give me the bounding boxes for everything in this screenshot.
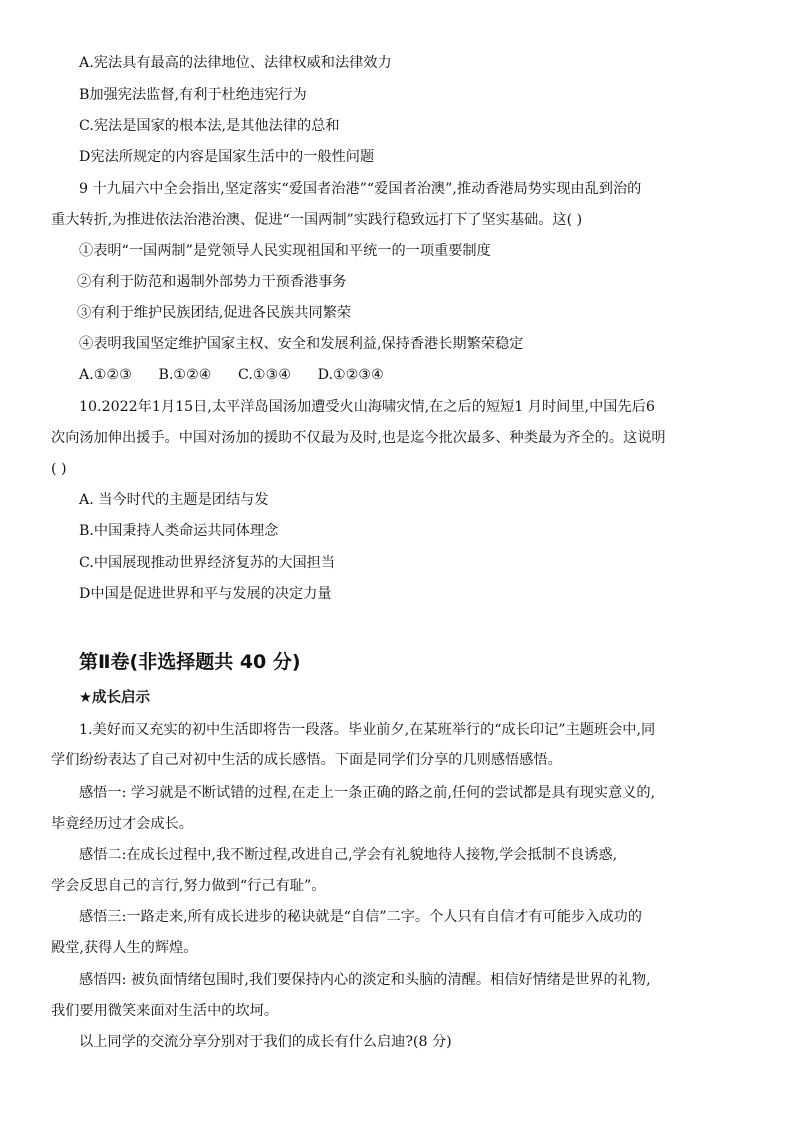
insight-4-line1: 感悟四: 被负面情绪包围时,我们要保持内心的淡定和头脑的清醒。相信好情绪是世界的礼物, bbox=[79, 972, 651, 988]
intro-line1: 1.美好而又充实的初中生活即将告一段落。毕业前夕,在某班举行的“成长印记”主题班会中,同 bbox=[79, 722, 656, 738]
q8-option-b: B加强宪法监督,有利于杜绝违宪行为 bbox=[79, 87, 307, 103]
q9-stem-line1: 9 十九届六中全会指出,坚定落实“爱国者治港”“爱国者治澳”,推动香港局势实现由乱到治的 bbox=[79, 181, 642, 197]
q8-option-d: D宪法所规定的内容是国家生活中的一般性问题 bbox=[79, 149, 375, 165]
insight-2-line1: 感悟二:在成长过程中,我不断过程,改进自己,学会有礼貌地待人接物,学会抵制不良诱惑, bbox=[79, 847, 618, 863]
q8-option-c: C.宪法是国家的根本法,是其他法律的总和 bbox=[79, 118, 340, 134]
part2-title: 第Ⅱ卷(非选择题共 40 分) bbox=[79, 651, 301, 673]
q9-option-b: B.①②④ bbox=[158, 367, 212, 383]
insight-2-line2: 学会反思自己的言行,努力做到“行己有耻”。 bbox=[51, 878, 326, 894]
q10-stem-line1: 10.2022年1月15日,太平洋岛国汤加遭受火山海啸灾情,在之后的短短1 月时间里,中国先后6 bbox=[79, 399, 655, 415]
q9-option-c: C.①③④ bbox=[238, 367, 292, 383]
q10-option-a: A. 当今时代的主题是团结与发 bbox=[79, 492, 269, 508]
q9-item-1: ①表明“一国两制”是党领导人民实现祖国和平统一的一项重要制度 bbox=[79, 243, 491, 259]
insight-1-line2: 毕竟经历过才会成长。 bbox=[51, 816, 193, 832]
q9-stem-line2: 重大转折,为推进依法治港治澳、促进“一国两制”实践行稳致远打下了坚实基础。这( ) bbox=[51, 212, 583, 228]
q9-option-a: A.①②③ bbox=[79, 367, 132, 383]
q10-option-b: B.中国秉持人类命运共同体理念 bbox=[79, 523, 279, 539]
q8-option-a: A.宪法具有最高的法律地位、法律权威和法律效力 bbox=[79, 55, 392, 71]
section-title: ★成长启示 bbox=[79, 690, 150, 706]
insight-3-line2: 殿堂,获得人生的辉煌。 bbox=[51, 940, 198, 956]
q9-item-3: ③有利于维护民族团结,促进各民族共同繁荣 bbox=[77, 305, 352, 321]
q9-item-2: ②有利于防范和遏制外部势力干预香港事务 bbox=[77, 274, 347, 290]
q9-options bbox=[79, 365, 406, 385]
q10-option-c: C.中国展现推动世界经济复苏的大国担当 bbox=[79, 555, 336, 571]
q9-option-d: D.①②③④ bbox=[317, 367, 384, 383]
q9-item-4: ④表明我国坚定维护国家主权、安全和发展利益,保持香港长期繁荣稳定 bbox=[79, 336, 524, 352]
insight-1-line1: 感悟一: 学习就是不断试错的过程,在走上一条正确的路之前,任何的尝试都是具有现实意义的, bbox=[79, 785, 656, 801]
insight-3-line1: 感悟三:一路走来,所有成长进步的秘诀就是“自信”二字。个人只有自信才有可能步入成功的 bbox=[79, 909, 642, 925]
q10-option-d: D中国是促进世界和平与发展的决定力量 bbox=[79, 586, 332, 602]
final-question: 以上同学的交流分享分别对于我们的成长有什么启迪?(8 分) bbox=[79, 1034, 452, 1050]
q10-stem-line3: ( ) bbox=[51, 461, 67, 477]
q10-stem-line2: 次向汤加伸出援手。中国对汤加的援助不仅最为及时,也是迄今批次最多、种类最为齐全的。这说明 bbox=[51, 430, 666, 446]
insight-4-line2: 我们要用微笑来面对生活中的坎坷。 bbox=[51, 1003, 279, 1019]
intro-line2: 学们纷纷表达了自己对初中生活的成长感悟。下面是同学们分享的几则感悟感悟。 bbox=[51, 752, 562, 768]
